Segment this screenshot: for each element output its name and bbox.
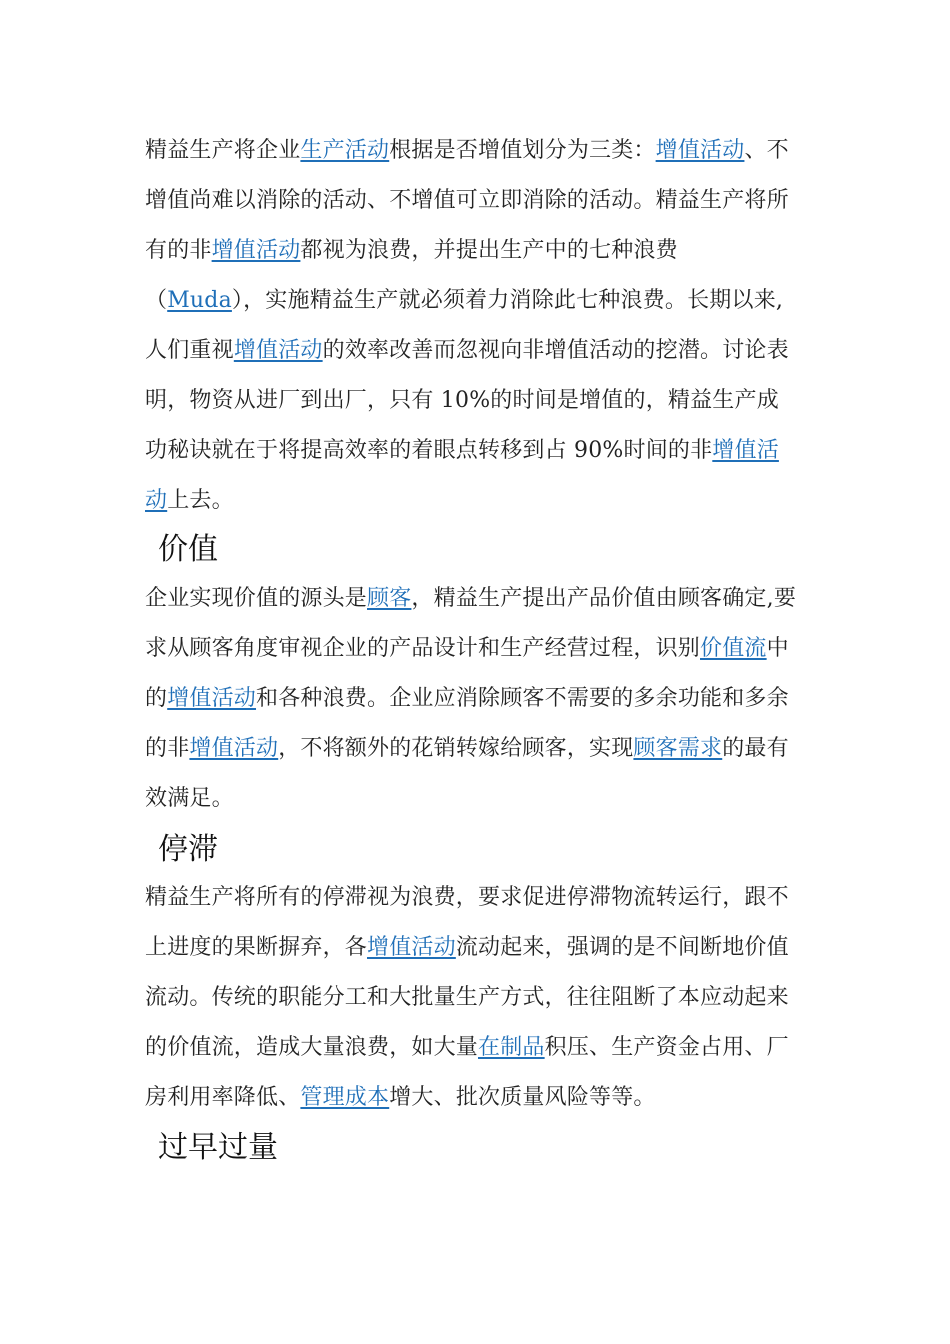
stagnation-paragraph bbox=[145, 873, 797, 1123]
heading-stagnation: 停滞 bbox=[158, 832, 218, 867]
text-run: 积压、生产资金占用、厂房利用率降低、 bbox=[145, 1035, 789, 1110]
heading-value: 价值 bbox=[158, 532, 218, 567]
heading-overproduction: 过早过量 bbox=[158, 1130, 278, 1165]
link-value-added-activity[interactable]: 增值活动 bbox=[145, 438, 779, 513]
link-value-stream[interactable]: 价值流 bbox=[700, 636, 767, 661]
text-run: 、不增值尚难以消除的活动、不增值可立即消除的活动。精益生产将所有的非 bbox=[145, 138, 789, 263]
text-run: 上去。 bbox=[167, 488, 234, 513]
link-management-cost[interactable]: 管理成本 bbox=[300, 1085, 390, 1110]
link-value-added-activity[interactable]: 增值活动 bbox=[233, 338, 323, 363]
text-run: 企业实现价值的源头是 bbox=[145, 586, 368, 611]
value-paragraph bbox=[145, 574, 797, 824]
link-value-added-activity[interactable]: 增值活动 bbox=[367, 935, 456, 960]
link-value-added-activity[interactable]: 增值活动 bbox=[189, 736, 279, 761]
intro-paragraph bbox=[145, 126, 797, 526]
text-run: 的最有效满足。 bbox=[145, 736, 789, 811]
link-customer-demand[interactable]: 顾客需求 bbox=[633, 736, 723, 761]
text-run: （ bbox=[145, 288, 168, 313]
text-run: 精益生产将所有的停滞视为浪费，要求促进停滞物流转运行，跟不上进度的果断摒弃，各 bbox=[145, 885, 789, 960]
link-production-activity[interactable]: 生产活动 bbox=[300, 138, 390, 163]
text-run: 根据是否增值划分为三类： bbox=[389, 138, 656, 163]
text-run: 和各种浪费。企业应消除顾客不需要的多余功能和多余的非 bbox=[145, 686, 789, 761]
text-run: 都视为浪费，并提出生产中的七种浪费 bbox=[300, 238, 678, 263]
text-run: 精益生产将企业 bbox=[145, 138, 301, 163]
text-run: ），实施精益生产就必须着力消除此七种浪费。长期以来,人们重视 bbox=[145, 288, 784, 363]
text-run: 中的 bbox=[145, 636, 789, 711]
link-work-in-process[interactable]: 在制品 bbox=[478, 1035, 545, 1060]
link-value-added-activity[interactable]: 增值活动 bbox=[167, 686, 257, 711]
link-customer[interactable]: 顾客 bbox=[367, 586, 412, 611]
text-run: 流动起来，强调的是不间断地价值流动。传统的职能分工和大批量生产方式，往往阻断了本应动起来的价值流，造成大量浪费，如大量 bbox=[145, 935, 789, 1060]
link-value-added-activity[interactable]: 增值活动 bbox=[655, 138, 745, 163]
text-run: 的效率改善而忽视向非增值活动的挖潜。讨论表明，物资从进厂到出厂，只有 10%的时间是增值的，精益生产成功秘诀就在于将提高效率的着眼点转移到占 90%时间的非 bbox=[145, 338, 789, 463]
text-run: ，不将额外的花销转嫁给顾客，实现 bbox=[278, 736, 634, 761]
link-muda[interactable]: Muda bbox=[167, 288, 232, 313]
link-value-added-activity[interactable]: 增值活动 bbox=[211, 238, 301, 263]
text-run: ，精益生产提出产品价值由顾客确定,要求从顾客角度审视企业的产品设计和生产经营过程，识别 bbox=[145, 586, 797, 661]
text-run: 增大、批次质量风险等等。 bbox=[389, 1085, 656, 1110]
